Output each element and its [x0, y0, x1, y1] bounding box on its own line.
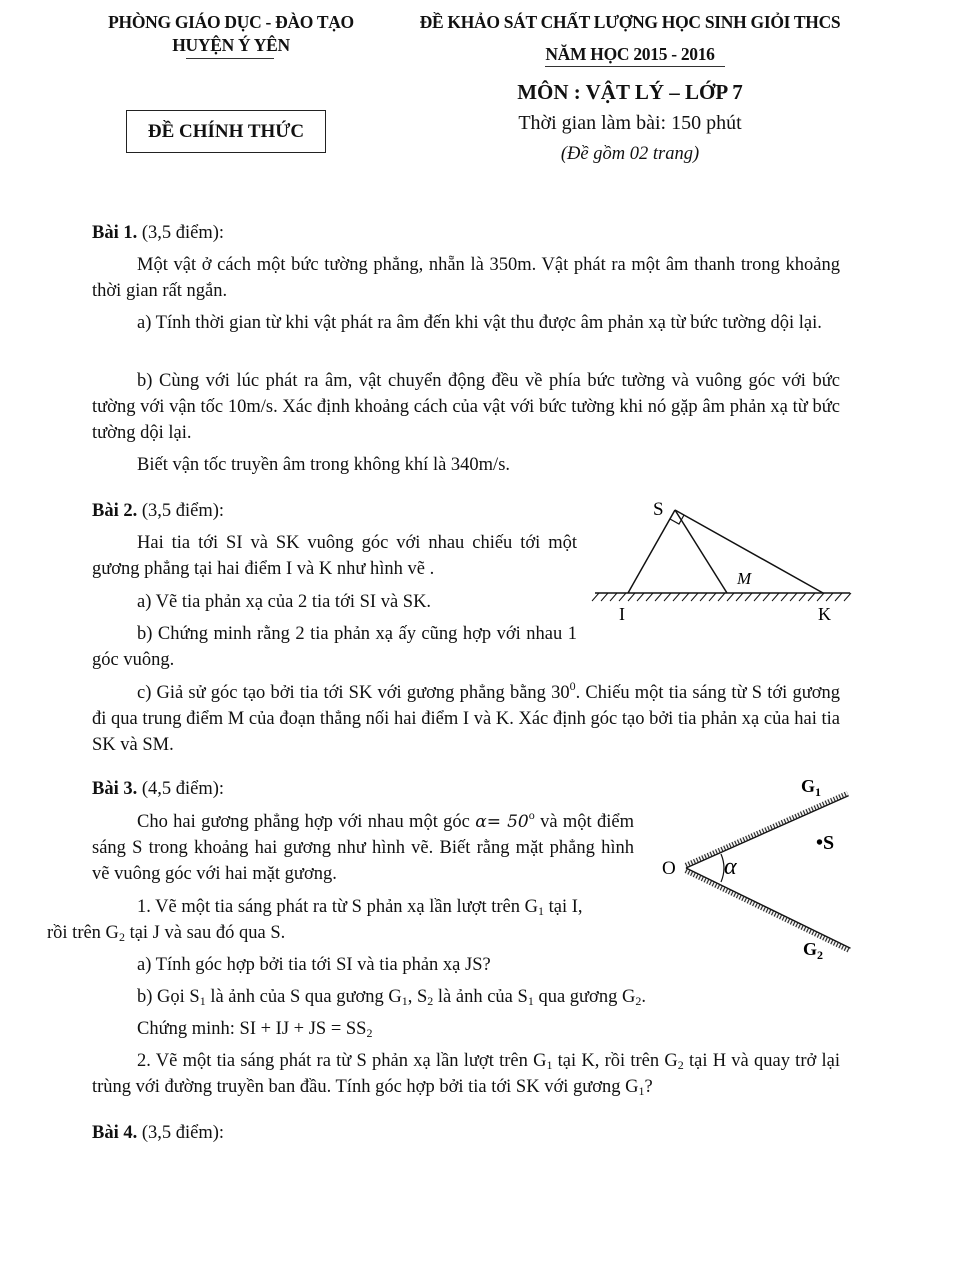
- bai1-question-a: a) Tính thời gian từ khi vật phát ra âm đến khi vật thu được âm phản xạ từ bức tường dội lại.: [137, 313, 822, 333]
- g2-letter: G: [803, 939, 818, 959]
- bai3-heading: [92, 776, 632, 802]
- bai3-question-2: [92, 1048, 840, 1100]
- label-s: S: [653, 499, 664, 520]
- mirror-g1: [684, 791, 849, 868]
- mirror-g2: [684, 868, 851, 953]
- sub-2: 2: [427, 994, 434, 1008]
- g1-sub: 1: [815, 785, 822, 799]
- b-text-5: qua gương G: [533, 987, 636, 1007]
- bai2-title: Bài 2.: [92, 501, 138, 521]
- bai3-proof: [92, 1016, 840, 1042]
- sub-1: 1: [401, 994, 408, 1008]
- bai3-title: Bài 3.: [92, 779, 138, 799]
- b-text-4: là ảnh của S: [433, 987, 528, 1007]
- q2-text-1: 2. Vẽ một tia sáng phát ra từ S phản xạ lần lượt trên G: [137, 1051, 547, 1071]
- bai1-heading: [92, 220, 852, 246]
- bai1-question-b: b) Cùng với lúc phát ra âm, vật chuyển động đều về phía bức tường và vuông góc với bức tường với vận tốc 10m/s. Xác định khoảng cách của vật với bức tường khi nó gặp âm phản xạ từ bức tường dội lại.: [92, 371, 840, 443]
- bai1-note: Biết vận tốc truyền âm trong không khí là 340m/s.: [137, 455, 511, 475]
- subject-line: MÔN : VẬT LÝ – LỚP 7: [517, 80, 743, 104]
- bai2-figure: [585, 490, 860, 630]
- bai2-question-c: [92, 680, 840, 758]
- bai3-figure: [650, 770, 865, 965]
- bai2-intro: Hai tia tới SI và SK vuông góc với nhau chiếu tới một gương phẳng tại hai điểm I và K như hình vẽ .: [92, 533, 577, 579]
- sub-1: 1: [527, 994, 534, 1008]
- sub-1: 1: [546, 1058, 553, 1072]
- label-g2: [803, 939, 823, 962]
- bai3-q1-text-4: tại J và sau đó qua S.: [124, 923, 286, 943]
- q2-text-4: ?: [644, 1077, 653, 1097]
- bai1-points: (3,5 điểm):: [137, 223, 225, 243]
- bai2-heading: [92, 498, 592, 524]
- bai4-points: (3,5 điểm):: [137, 1123, 225, 1143]
- school-year-underline: [545, 66, 725, 67]
- label-m: M: [737, 569, 752, 588]
- label-alpha: α: [724, 854, 737, 880]
- label-i: I: [619, 604, 625, 624]
- label-k: K: [818, 604, 831, 624]
- bai2-question-b: b) Chứng minh rằng 2 tia phản xạ ấy cũng hợp với nhau 1 góc vuông.: [92, 624, 577, 670]
- sub-1: 1: [537, 904, 544, 918]
- b-text-6: .: [641, 987, 646, 1007]
- district-underline: [186, 58, 274, 59]
- bai3-q1-text-2: tại I,: [543, 897, 583, 917]
- bai3-intro: [92, 809, 634, 887]
- bai3-question-a: a) Tính góc hợp bởi tia tới SI và tia phản xạ JS?: [137, 955, 491, 975]
- school-year: NĂM HỌC 2015 - 2016: [545, 44, 715, 64]
- ray-si: [628, 510, 675, 593]
- bai4-heading: [92, 1120, 592, 1146]
- ray-sm: [675, 510, 727, 593]
- district-name: HUYỆN Ý YÊN: [172, 35, 290, 55]
- bai3-points: (4,5 điểm):: [137, 779, 225, 799]
- bai3-q1-text-3: rồi trên G: [47, 923, 119, 943]
- bai4-title: Bài 4.: [92, 1123, 138, 1143]
- official-exam-box: [126, 110, 326, 153]
- b-text-3: , S: [407, 987, 428, 1007]
- mirror-hatching: [592, 593, 851, 601]
- sub-2: 2: [635, 994, 642, 1008]
- b-text-2: là ảnh của S qua gương G: [205, 987, 402, 1007]
- bai3-alpha-degree: o: [528, 808, 535, 822]
- bai2-points: (3,5 điểm):: [137, 501, 225, 521]
- sub-1: 1: [199, 994, 206, 1008]
- bai3-question-1: [47, 894, 634, 946]
- q2-text-3: tại H và quay trở lại trùng với đường truyền ban đầu. Tính góc hợp bởi tia tới SK với gương G: [92, 1051, 840, 1097]
- proof-text: Chứng minh: SI + IJ + JS = SS: [137, 1019, 367, 1039]
- bai2-c-text-2: . Chiếu một tia sáng từ S tới gương đi qua trung điểm M của đoạn thẳng nối hai điểm I và K. Xác định góc tạo bởi tia phản xạ của hai tia SK và SM.: [92, 683, 841, 755]
- bai2-c-text-1: c) Giả sử góc tạo bởi tia tới SK với gương phẳng bằng 30: [137, 683, 570, 703]
- bai2-c-degree: 0: [569, 679, 576, 693]
- sub-2: 2: [366, 1026, 373, 1040]
- exam-title: ĐỀ KHẢO SÁT CHẤT LƯỢNG HỌC SINH GIỎI THCS: [419, 12, 841, 32]
- department-name: PHÒNG GIÁO DỤC - ĐÀO TẠO: [108, 12, 354, 32]
- label-g1: [801, 776, 821, 799]
- sub-2: 2: [118, 930, 125, 944]
- g2-sub: 2: [817, 948, 824, 962]
- sub-1: 1: [638, 1084, 645, 1098]
- q2-text-2: tại K, rồi trên G: [552, 1051, 678, 1071]
- bai3-alpha-value: α= 50: [475, 812, 529, 832]
- bai3-intro-text-2: và một điểm sáng S trong khoảng hai gương như hình vẽ. Biết rằng mặt phẳng hình vẽ vuông góc với hai mặt gương.: [92, 812, 635, 884]
- bai3-intro-text-1: Cho hai gương phẳng hợp với nhau một góc: [137, 812, 476, 832]
- sub-2: 2: [677, 1058, 684, 1072]
- duration-line: Thời gian làm bài: 150 phút: [518, 112, 742, 134]
- label-point-s: •S: [816, 832, 835, 854]
- bai1-title: Bài 1.: [92, 223, 138, 243]
- label-o: O: [662, 858, 676, 879]
- g1-letter: G: [801, 776, 816, 796]
- official-label: ĐỀ CHÍNH THỨC: [147, 120, 305, 142]
- pages-note: (Đề gồm 02 trang): [560, 144, 700, 164]
- bai1-intro: Một vật ở cách một bức tường phẳng, nhẵn là 350m. Vật phát ra một âm thanh trong khoảng thời gian rất ngắn.: [92, 255, 840, 301]
- bai3-question-b: [92, 984, 840, 1010]
- bai2-question-a: a) Vẽ tia phản xạ của 2 tia tới SI và SK.: [137, 592, 432, 612]
- bai3-q1-text-1: 1. Vẽ một tia sáng phát ra từ S phản xạ lần lượt trên G: [137, 897, 538, 917]
- b-text-1: b) Gọi S: [137, 987, 200, 1007]
